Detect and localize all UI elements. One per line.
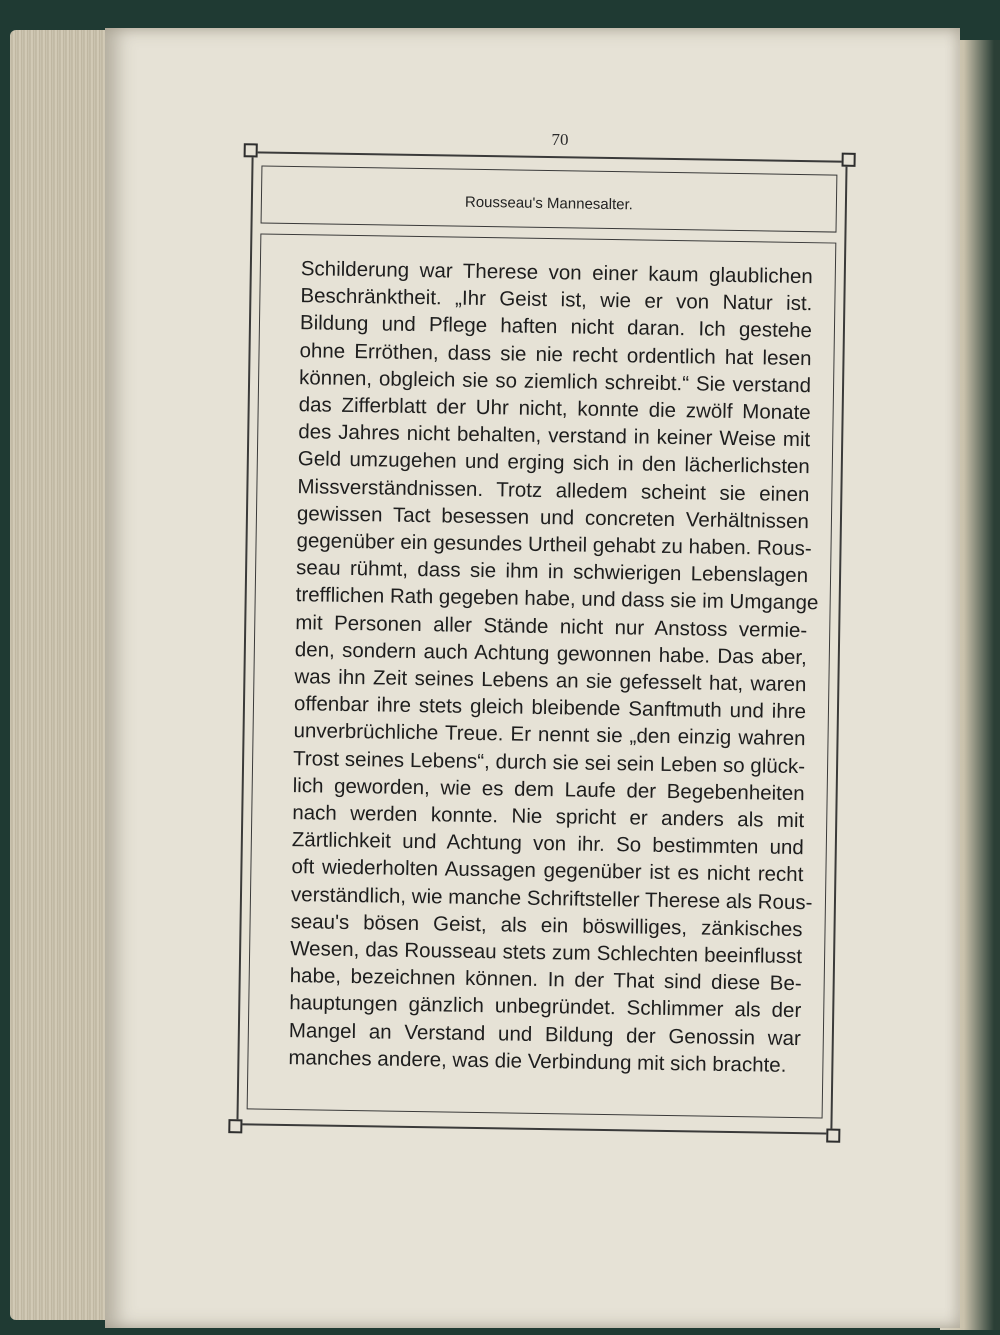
body-text-line: manches andere, was die Verbindung mit sich brachte.	[288, 1045, 787, 1077]
body-text-line: verständlich, wie manche Schriftsteller Therese als Rous-	[290, 882, 813, 914]
page-frame	[228, 143, 855, 1142]
body-text-line: gewissen Tact besessen und concreten Verhältnissen	[296, 501, 810, 534]
corner-ornament-top-left	[244, 143, 258, 157]
body-text-line: offenbar ihre stets gleich bleibende Sanftmuth und ihre	[293, 692, 807, 724]
body-text-line: ohne Erröthen, dass sie nie recht ordentlich hat lesen	[299, 338, 812, 370]
body-text-line: unverbrüchliche Treue. Er nennt sie „den einzig wahren	[293, 719, 806, 751]
body-text-line: seau's bösen Geist, als ein böswilliges, zänkisches	[290, 909, 803, 942]
body-text-line: nach werden konnte. Nie spricht er anders als mit	[292, 801, 805, 833]
body-text-line: des Jahres nicht behalten, verstand in keiner Weise mit	[298, 420, 811, 452]
body-text-line: den, sondern auch Achtung gewonnen habe. Das aber,	[294, 637, 807, 670]
body-text-line: lich geworden, wie es dem Laufe der Begebenheiten	[292, 773, 805, 806]
body-text-line: Zärtlichkeit und Achtung von ihr. So bestimmten und	[291, 828, 804, 860]
body-text-line: Schilderung war Therese von einer kaum glaublichen	[300, 257, 813, 289]
body-text-line: hauptungen gänzlich unbegründet. Schlimmer als der	[289, 991, 802, 1023]
corner-ornament-bottom-right	[826, 1129, 840, 1143]
body-text-line: Geld umzugehen und erging sich in den lächerlichsten	[297, 447, 810, 479]
body-text-line: seau rühmt, dass sie ihm in schwierigen Lebenslagen	[295, 556, 809, 588]
body-text-line: oft wiederholten Aussagen gegenüber ist es nicht recht	[291, 855, 804, 887]
book-page-edges-left	[10, 30, 120, 1320]
corner-ornament-top-right	[842, 153, 856, 167]
page-number: 70	[551, 130, 569, 149]
body-text-line: Trost seines Lebens“, durch sie sei sein Leben so glück-	[292, 746, 806, 778]
body-text-line: habe, bezeichnen können. In der That sind diese Be-	[289, 964, 802, 996]
body-text-line: Missverständnissen. Trotz alledem scheint sie einen	[297, 474, 810, 506]
body-text-line: mit Personen aller Stände nicht nur Anstoss vermie-	[295, 610, 808, 642]
body-text	[288, 255, 819, 1079]
body-text-line: Mangel an Verstand und Bildung der Genossin war	[288, 1018, 802, 1050]
body-text-line: trefflichen Rath gegeben habe, und dass sie im Umgange	[295, 583, 819, 615]
body-text-line: gegenüber ein gesundes Urtheil gehabt zu haben. Rous-	[296, 529, 812, 561]
body-text-line: können, obgleich sie so ziemlich schreibt.“ Sie verstand	[298, 365, 812, 398]
body-text-line: Beschränktheit. „Ihr Geist ist, wie er von Natur ist.	[300, 284, 813, 316]
running-header-box	[261, 166, 838, 233]
body-text-line: was ihn Zeit seines Lebens an sie gefesselt hat, waren	[294, 665, 807, 697]
body-text-box	[247, 234, 837, 1119]
body-text-line: Bildung und Pflege haften nicht daran. Ich gestehe	[299, 311, 813, 343]
corner-ornament-bottom-left	[228, 1119, 242, 1133]
running-header-title: Rousseau's Mannesalter.	[464, 193, 634, 214]
body-text-line: Wesen, das Rousseau stets zum Schlechten beeinflusst	[289, 937, 803, 969]
body-text-line: das Zifferblatt der Uhr nicht, konnte die zwölf Monate	[298, 393, 811, 425]
